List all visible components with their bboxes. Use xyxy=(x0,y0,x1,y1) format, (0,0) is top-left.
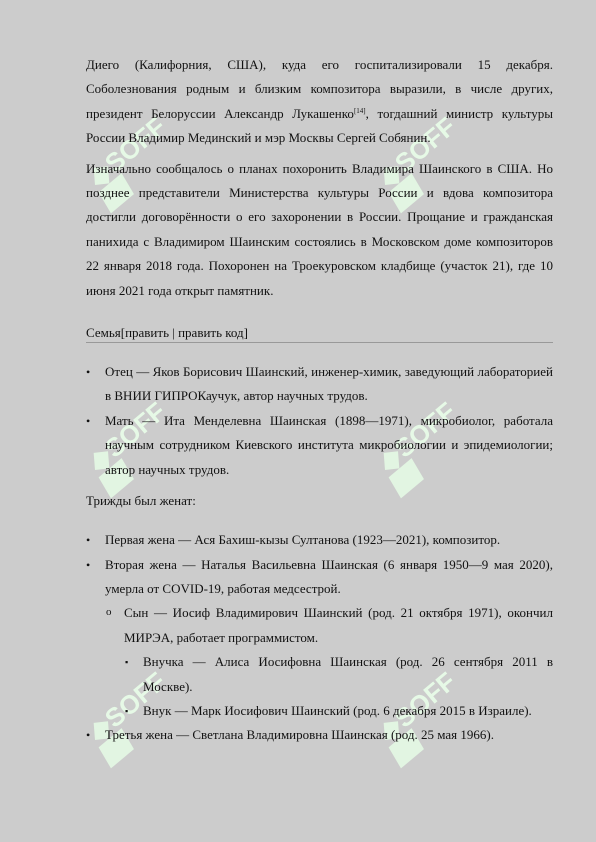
list-item: • Первая жена — Ася Бахиш-кызы Султанова (1923—2021), композитор. xyxy=(86,528,553,552)
section-title: Семья xyxy=(86,325,121,341)
list-item: • Отец — Яков Борисович Шаинский, инженер-химик, заведующий лабораторией в ВНИИ ГИПРОКаучук, автор научных трудов. xyxy=(86,360,553,409)
grandchildren-list xyxy=(124,650,553,723)
section-heading-family xyxy=(86,325,553,343)
edit-section-links[interactable]: [править | править код] xyxy=(120,325,249,341)
paragraph-funeral: Изначально сообщалось о планах похоронить Владимира Шаинского в США. Но позднее представители Министерства культуры России и вдова композитора достигли договорённости о его захоронении в России. Прощание и гражданская панихида с Владимиром Шаинским состоялись в Московском доме композиторов 22 января 2018 года. Похоронен на Троекуровском кладбище (участок 21), где 10 июня 2021 года открыт памятник. xyxy=(86,160,553,298)
list-item-text: Вторая жена — Наталья Васильевна Шаинская (6 января 1950—9 мая 2020), умерла от COVID-19, работая медсестрой. xyxy=(105,556,553,596)
list-item: • Третья жена — Светлана Владимировна Шаинская (род. 25 мая 1966). xyxy=(86,723,553,747)
married-text: Трижды был женат: xyxy=(86,493,196,509)
parents-list xyxy=(86,360,553,482)
list-item: ▪ Внучка — Алиса Иосифовна Шаинская (род. 26 сентября 2011 в Москве). xyxy=(124,650,553,699)
wives-list xyxy=(86,528,553,748)
list-item-text: Сын — Иосиф Владимирович Шаинский (род. 21 октября 1971), окончил МИРЭА, работает программистом. xyxy=(124,605,553,645)
list-item xyxy=(86,553,553,724)
list-item xyxy=(105,601,553,723)
list-item: ▪ Внук — Марк Иосифович Шаинский (род. 6 декабря 2015 в Израиле). xyxy=(124,699,553,723)
document-body xyxy=(86,53,553,748)
paragraph-text: , тогдашний министр культуры России Владимир Мединский и мэр Москвы Сергей Собянин. xyxy=(86,105,553,146)
list-item: • Мать — Ита Менделевна Шаинская (1898—1971), микробиолог, работала научным сотрудником Киевского института микробиологии и эпидемиологии; автор научных трудов. xyxy=(86,409,553,482)
children-list xyxy=(105,601,553,723)
reference-link[interactable]: [14] xyxy=(353,106,366,115)
paragraph-text: Диего (Калифорния, США), куда его госпитализировали 15 декабря. Соболезнования родным и близким композитора выразили, в числе других, президент Белоруссии Александр Лукашенко xyxy=(86,57,553,121)
paragraph-condolences xyxy=(86,53,553,151)
